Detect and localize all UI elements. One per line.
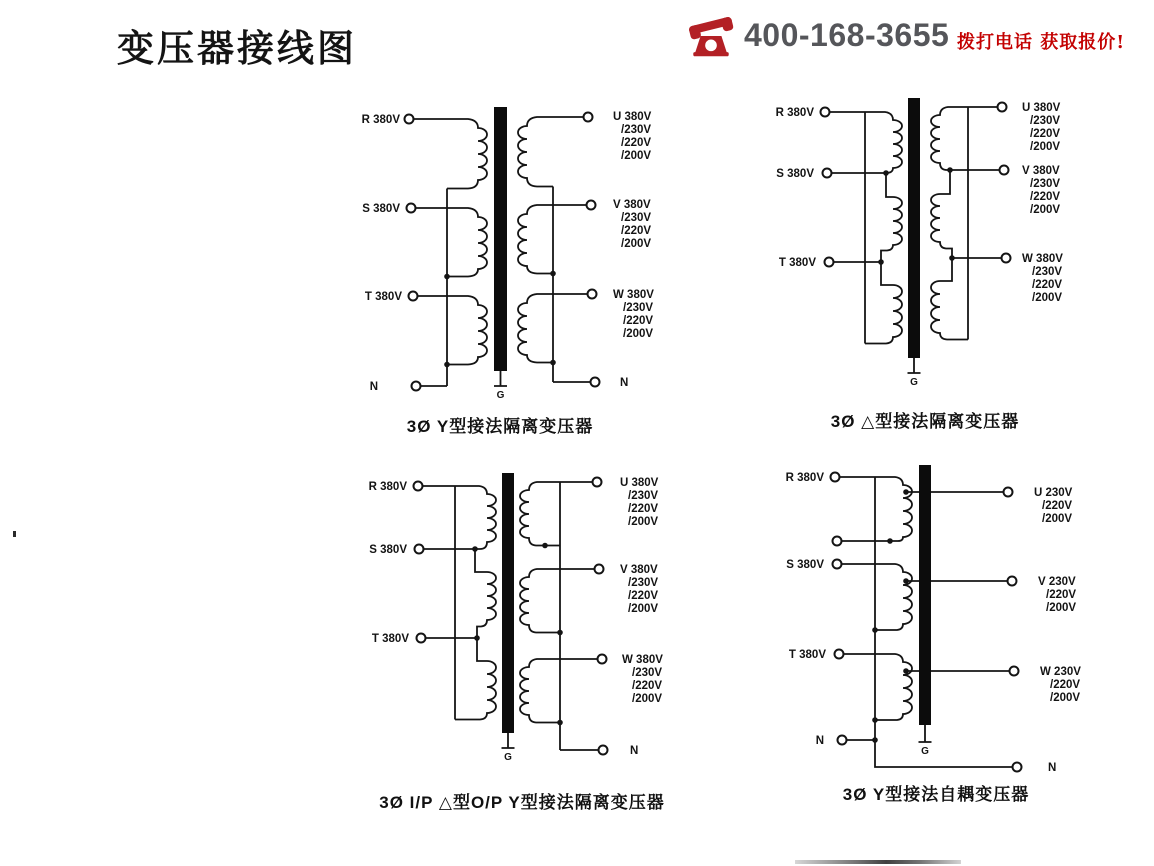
- ground-symbol: [502, 733, 515, 763]
- input-label-t: T 380V: [364, 291, 402, 303]
- output-label: /230V: [628, 577, 659, 589]
- output-label: /220V: [621, 137, 652, 149]
- input-label-n: N: [815, 735, 824, 747]
- output-label: /220V: [1030, 128, 1061, 140]
- terminal-t: [835, 650, 844, 659]
- terminal-v: [587, 201, 596, 210]
- input-label-t: T 380V: [788, 649, 826, 661]
- junction-dot: [550, 271, 556, 277]
- junction-dot: [883, 170, 889, 176]
- ground-label: G: [921, 746, 929, 757]
- junction-dot: [444, 362, 450, 368]
- wire: [455, 638, 496, 720]
- junction-dot: [872, 627, 878, 633]
- tap-dot: [903, 578, 909, 584]
- output-label: /230V: [1030, 178, 1061, 190]
- input-label-r: R 380V: [361, 114, 400, 126]
- input-label-s: S 380V: [776, 168, 814, 180]
- terminal-n-out: [591, 378, 600, 387]
- output-label-n: N: [1048, 762, 1057, 774]
- terminal-t: [825, 258, 834, 267]
- output-label-w: W 380V: [622, 654, 663, 666]
- wire: [844, 654, 913, 720]
- wire: [520, 482, 593, 546]
- junction-dot: [887, 538, 893, 544]
- tap-dot: [903, 489, 909, 495]
- junction-dot: [949, 255, 955, 261]
- output-label-n: N: [630, 745, 639, 757]
- phone-number: 400-168-3655: [744, 17, 950, 53]
- terminal-u: [1004, 488, 1013, 497]
- output-label: /200V: [623, 328, 654, 340]
- junction-dot: [550, 360, 556, 366]
- output-label: /230V: [1032, 266, 1063, 278]
- terminal-s: [823, 169, 832, 178]
- junction-dot: [872, 737, 878, 743]
- junction-dot: [878, 259, 884, 265]
- terminal-n: [412, 382, 421, 391]
- wire: [931, 258, 968, 340]
- junction-dot: [557, 720, 563, 726]
- wire: [423, 486, 497, 549]
- caption-delta-y-isolation: 3Ø I/P △型O/P Y型接法隔离变压器: [379, 793, 665, 812]
- ground-symbol: [494, 371, 507, 401]
- output-label: /230V: [632, 667, 663, 679]
- output-label: /220V: [628, 503, 659, 515]
- diagram-y-autotransformer: [758, 450, 1090, 780]
- output-label: /220V: [621, 225, 652, 237]
- output-label: /200V: [632, 693, 663, 705]
- labels: [786, 472, 1082, 774]
- terminal-r: [821, 108, 830, 117]
- output-label-w: W 380V: [613, 289, 654, 301]
- output-label: /220V: [1050, 679, 1081, 691]
- wire: [518, 117, 584, 187]
- output-label-v: V 380V: [620, 564, 658, 576]
- output-label: /220V: [1032, 279, 1063, 291]
- diagram-delta-isolation: [755, 88, 1090, 398]
- output-label: /230V: [621, 212, 652, 224]
- output-label-u: U 380V: [1022, 102, 1061, 114]
- output-label: /230V: [621, 124, 652, 136]
- wire: [931, 170, 952, 258]
- output-label: /200V: [621, 238, 652, 250]
- output-label: /200V: [1030, 141, 1061, 153]
- ground-symbol: [908, 358, 921, 388]
- wire: [931, 107, 998, 170]
- output-label: /220V: [628, 590, 659, 602]
- terminal-s: [833, 560, 842, 569]
- terminal-s: [415, 545, 424, 554]
- output-label-w: W 230V: [1040, 666, 1081, 678]
- terminal-n-out: [599, 746, 608, 755]
- input-label-t: T 380V: [778, 257, 816, 269]
- page-title: 变压器接线图: [117, 28, 357, 69]
- terminal-n-out: [1013, 763, 1022, 772]
- output-label: /200V: [628, 516, 659, 528]
- output-label: /200V: [1042, 513, 1073, 525]
- output-label: /200V: [1046, 602, 1077, 614]
- junction-dot: [474, 635, 480, 641]
- output-label: /220V: [1030, 191, 1061, 203]
- output-label: /220V: [1042, 500, 1073, 512]
- output-label-u: U 380V: [620, 477, 659, 489]
- terminal-r: [831, 473, 840, 482]
- diagram-delta-y-isolation: [340, 455, 685, 775]
- terminal-tap: [833, 537, 842, 546]
- wire: [842, 564, 913, 630]
- terminal-r: [414, 482, 423, 491]
- terminal-v: [1000, 166, 1009, 175]
- output-label-u: U 230V: [1034, 487, 1073, 499]
- wire: [865, 262, 902, 344]
- terminal-u: [593, 478, 602, 487]
- output-label: /200V: [1030, 204, 1061, 216]
- junction-dot: [542, 543, 548, 549]
- core-bar: [502, 473, 514, 733]
- junction-dot: [472, 546, 478, 552]
- output-label-v: V 230V: [1038, 576, 1076, 588]
- output-label-v: V 380V: [1022, 165, 1060, 177]
- terminal-w: [598, 655, 607, 664]
- caption-delta-isolation: 3Ø △型接法隔离变压器: [830, 412, 1020, 431]
- junction-dot: [557, 630, 563, 636]
- diagram-y-isolation: [340, 95, 675, 410]
- output-label: /220V: [1046, 589, 1077, 601]
- terminal-r: [405, 115, 414, 124]
- output-label-u: U 380V: [613, 111, 652, 123]
- terminal-v: [595, 565, 604, 574]
- phone-icon: [686, 16, 736, 58]
- input-label-t: T 380V: [371, 633, 409, 645]
- terminal-s: [407, 204, 416, 213]
- core-bar: [494, 107, 507, 371]
- wire: [418, 296, 488, 365]
- input-label-s: S 380V: [786, 559, 824, 571]
- terminal-u: [998, 103, 1007, 112]
- output-label: /230V: [628, 490, 659, 502]
- input-label-s: S 380V: [362, 203, 400, 215]
- terminal-v: [1008, 577, 1017, 586]
- caption-y-isolation: 3Ø Y型接法隔离变压器: [406, 417, 594, 436]
- terminal-w: [588, 290, 597, 299]
- scan-smudge: [795, 860, 961, 864]
- labels: [362, 111, 655, 393]
- terminal-t: [409, 292, 418, 301]
- call-to-action[interactable]: 拨打电话 获取报价!: [957, 32, 1126, 53]
- output-label: /230V: [1030, 115, 1061, 127]
- input-label-s: S 380V: [369, 544, 407, 556]
- ground-symbol: [919, 725, 932, 757]
- neutral-bus: [875, 477, 1013, 767]
- core-bar: [919, 465, 931, 725]
- input-label-n: N: [369, 381, 378, 393]
- wire: [414, 119, 488, 189]
- ground-label: G: [496, 390, 505, 401]
- output-label: /200V: [621, 150, 652, 162]
- output-label: /200V: [628, 603, 659, 615]
- wire: [520, 569, 595, 633]
- core-bar: [908, 98, 920, 358]
- ground-label: G: [504, 752, 512, 763]
- scan-speck: [13, 531, 16, 537]
- output-label: /200V: [1050, 692, 1081, 704]
- caption-y-autotransformer: 3Ø Y型接法自耦变压器: [842, 785, 1030, 804]
- output-label-n: N: [620, 377, 629, 389]
- junction-dot: [947, 167, 953, 173]
- wire: [520, 659, 598, 723]
- junction-dot: [872, 717, 878, 723]
- junction-dot: [444, 274, 450, 280]
- labels: [369, 477, 664, 757]
- output-label-v: V 380V: [613, 199, 651, 211]
- output-label: /230V: [623, 302, 654, 314]
- input-label-r: R 380V: [785, 472, 824, 484]
- output-label: /220V: [632, 680, 663, 692]
- terminal-w: [1002, 254, 1011, 263]
- ground-label: G: [910, 377, 918, 388]
- wire: [881, 173, 902, 262]
- output-label: /220V: [623, 315, 654, 327]
- input-label-r: R 380V: [775, 107, 814, 119]
- input-label-r: R 380V: [368, 481, 407, 493]
- output-label-w: W 380V: [1022, 253, 1063, 265]
- terminal-u: [584, 113, 593, 122]
- wire: [416, 208, 488, 277]
- terminal-n: [838, 736, 847, 745]
- terminal-t: [417, 634, 426, 643]
- tap-dot: [903, 668, 909, 674]
- terminal-w: [1010, 667, 1019, 676]
- wire: [475, 549, 496, 638]
- output-label: /200V: [1032, 292, 1063, 304]
